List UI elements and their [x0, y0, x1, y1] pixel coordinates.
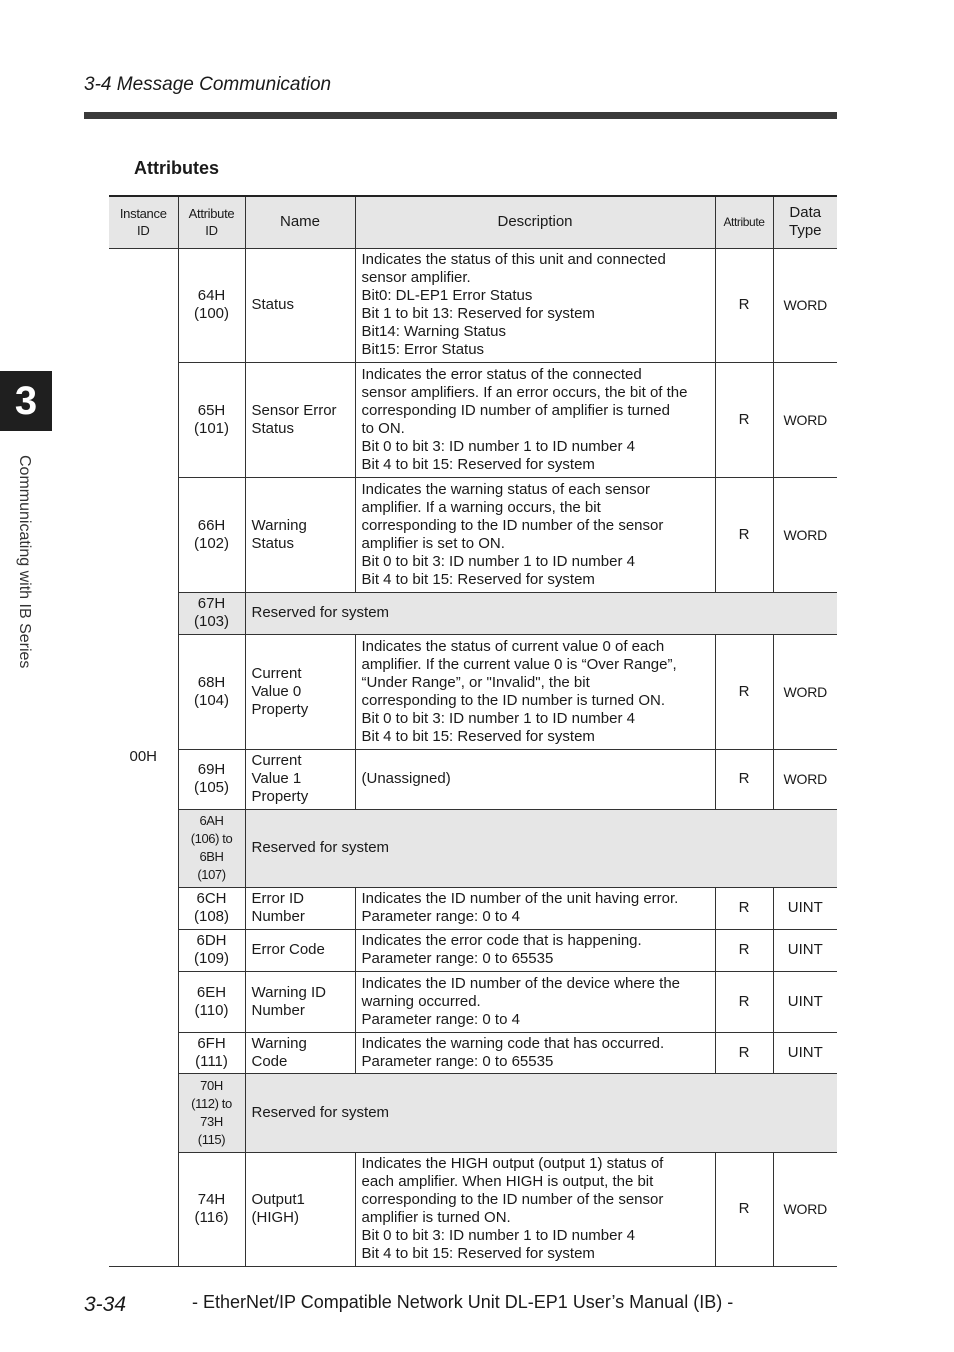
data-type-cell: WORD — [773, 362, 837, 477]
section-header: 3-4 Message Communication — [84, 74, 332, 95]
description-cell: Indicates the ID number of the unit having error. Parameter range: 0 to 4 — [355, 887, 715, 929]
name-cell: Warning ID Number — [245, 971, 355, 1032]
access-cell: R — [715, 248, 773, 362]
table-row — [109, 248, 837, 362]
column-header-access: Attribute — [715, 196, 773, 248]
table-row — [109, 971, 837, 1032]
data-type-cell: UINT — [773, 1032, 837, 1073]
header-rule — [84, 112, 837, 119]
data-type-cell: WORD — [773, 248, 837, 362]
page-number: 3-34 — [84, 1293, 127, 1316]
description-cell: (Unassigned) — [355, 749, 715, 809]
name-cell: Error Code — [245, 929, 355, 971]
chapter-side-label: Communicating with IB Series — [16, 455, 33, 669]
data-type-cell: UINT — [773, 929, 837, 971]
instance-id-cell: 00H — [109, 248, 178, 1266]
reserved-cell: Reserved for system — [245, 592, 837, 634]
table-row — [109, 1032, 837, 1073]
name-cell: Error ID Number — [245, 887, 355, 929]
attribute-id-cell: 6FH (111) — [178, 1032, 245, 1073]
name-cell: Status — [245, 248, 355, 362]
chapter-tab: 3 — [0, 371, 52, 431]
column-header-attribute-id: Attribute ID — [178, 196, 245, 248]
name-cell: Sensor Error Status — [245, 362, 355, 477]
description-cell: Indicates the status of this unit and connected sensor amplifier. Bit0: DL-EP1 Error Status Bit 1 to bit 13: Reserved for system Bit14: Warning Status Bit15: Error Status — [355, 248, 715, 362]
table-row — [109, 749, 837, 809]
access-cell: R — [715, 634, 773, 749]
table-header-row — [109, 196, 837, 248]
attribute-id-cell: 68H (104) — [178, 634, 245, 749]
table-row-reserved — [109, 809, 837, 887]
attribute-id-cell: 70H (112) to 73H (115) — [178, 1073, 245, 1152]
name-cell: Warning Code — [245, 1032, 355, 1073]
name-cell: Current Value 0 Property — [245, 634, 355, 749]
access-cell: R — [715, 971, 773, 1032]
name-cell: Warning Status — [245, 477, 355, 592]
attributes-table — [109, 195, 837, 1267]
description-cell: Indicates the HIGH output (output 1) status of each amplifier. When HIGH is output, the bit corresponding to the ID number of the sensor amplifier is turned ON. Bit 0 to bit 3: ID number 1 to ID number 4 Bit 4 to bit 15: Reserved for system — [355, 1152, 715, 1266]
access-cell: R — [715, 362, 773, 477]
attribute-id-cell: 64H (100) — [178, 248, 245, 362]
access-cell: R — [715, 1032, 773, 1073]
table-row — [109, 634, 837, 749]
attribute-id-cell: 65H (101) — [178, 362, 245, 477]
attribute-id-cell: 6CH (108) — [178, 887, 245, 929]
data-type-cell: UINT — [773, 887, 837, 929]
table-row — [109, 887, 837, 929]
data-type-cell: UINT — [773, 971, 837, 1032]
access-cell: R — [715, 477, 773, 592]
name-cell: Output1 (HIGH) — [245, 1152, 355, 1266]
table-row-reserved — [109, 592, 837, 634]
description-cell: Indicates the status of current value 0 of each amplifier. If the current value 0 is “Over Range”, “Under Range”, or "Invalid", the bit corresponding to the ID number is turned ON. Bit 0 to bit 3: ID number 1 to ID number 4 Bit 4 to bit 15: Reserved for system — [355, 634, 715, 749]
description-cell: Indicates the error status of the connected sensor amplifiers. If an error occurs, the bit of the corresponding ID number of amplifier is turned to ON. Bit 0 to bit 3: ID number 1 to ID number 4 Bit 4 to bit 15: Reserved for system — [355, 362, 715, 477]
column-header-description: Description — [355, 196, 715, 248]
data-type-cell: WORD — [773, 749, 837, 809]
description-cell: Indicates the warning code that has occurred. Parameter range: 0 to 65535 — [355, 1032, 715, 1073]
table-row-reserved — [109, 1073, 837, 1152]
table-row — [109, 929, 837, 971]
description-cell: Indicates the warning status of each sensor amplifier. If a warning occurs, the bit corresponding to the ID number of the sensor amplifier is set to ON. Bit 0 to bit 3: ID number 1 to ID number 4 Bit 4 to bit 15: Reserved for system — [355, 477, 715, 592]
attributes-heading: Attributes — [134, 158, 219, 178]
name-cell: Current Value 1 Property — [245, 749, 355, 809]
table-row — [109, 362, 837, 477]
data-type-cell: WORD — [773, 634, 837, 749]
data-type-cell: WORD — [773, 477, 837, 592]
attribute-id-cell: 6EH (110) — [178, 971, 245, 1032]
column-header-instance-id: Instance ID — [109, 196, 178, 248]
column-header-data-type: Data Type — [773, 196, 837, 248]
access-cell: R — [715, 887, 773, 929]
table-row — [109, 1152, 837, 1266]
attribute-id-cell: 6DH (109) — [178, 929, 245, 971]
attribute-id-cell: 74H (116) — [178, 1152, 245, 1266]
footer-manual-title: - EtherNet/IP Compatible Network Unit DL-EP1 User’s Manual (IB) - — [192, 1292, 734, 1312]
description-cell: Indicates the error code that is happening. Parameter range: 0 to 65535 — [355, 929, 715, 971]
attribute-id-cell: 6AH (106) to 6BH (107) — [178, 809, 245, 887]
description-cell: Indicates the ID number of the device where the warning occurred. Parameter range: 0 to 4 — [355, 971, 715, 1032]
attribute-id-cell: 69H (105) — [178, 749, 245, 809]
access-cell: R — [715, 749, 773, 809]
data-type-cell: WORD — [773, 1152, 837, 1266]
table-row — [109, 477, 837, 592]
access-cell: R — [715, 1152, 773, 1266]
column-header-name: Name — [245, 196, 355, 248]
reserved-cell: Reserved for system — [245, 809, 837, 887]
reserved-cell: Reserved for system — [245, 1073, 837, 1152]
access-cell: R — [715, 929, 773, 971]
attribute-id-cell: 67H (103) — [178, 592, 245, 634]
attribute-id-cell: 66H (102) — [178, 477, 245, 592]
